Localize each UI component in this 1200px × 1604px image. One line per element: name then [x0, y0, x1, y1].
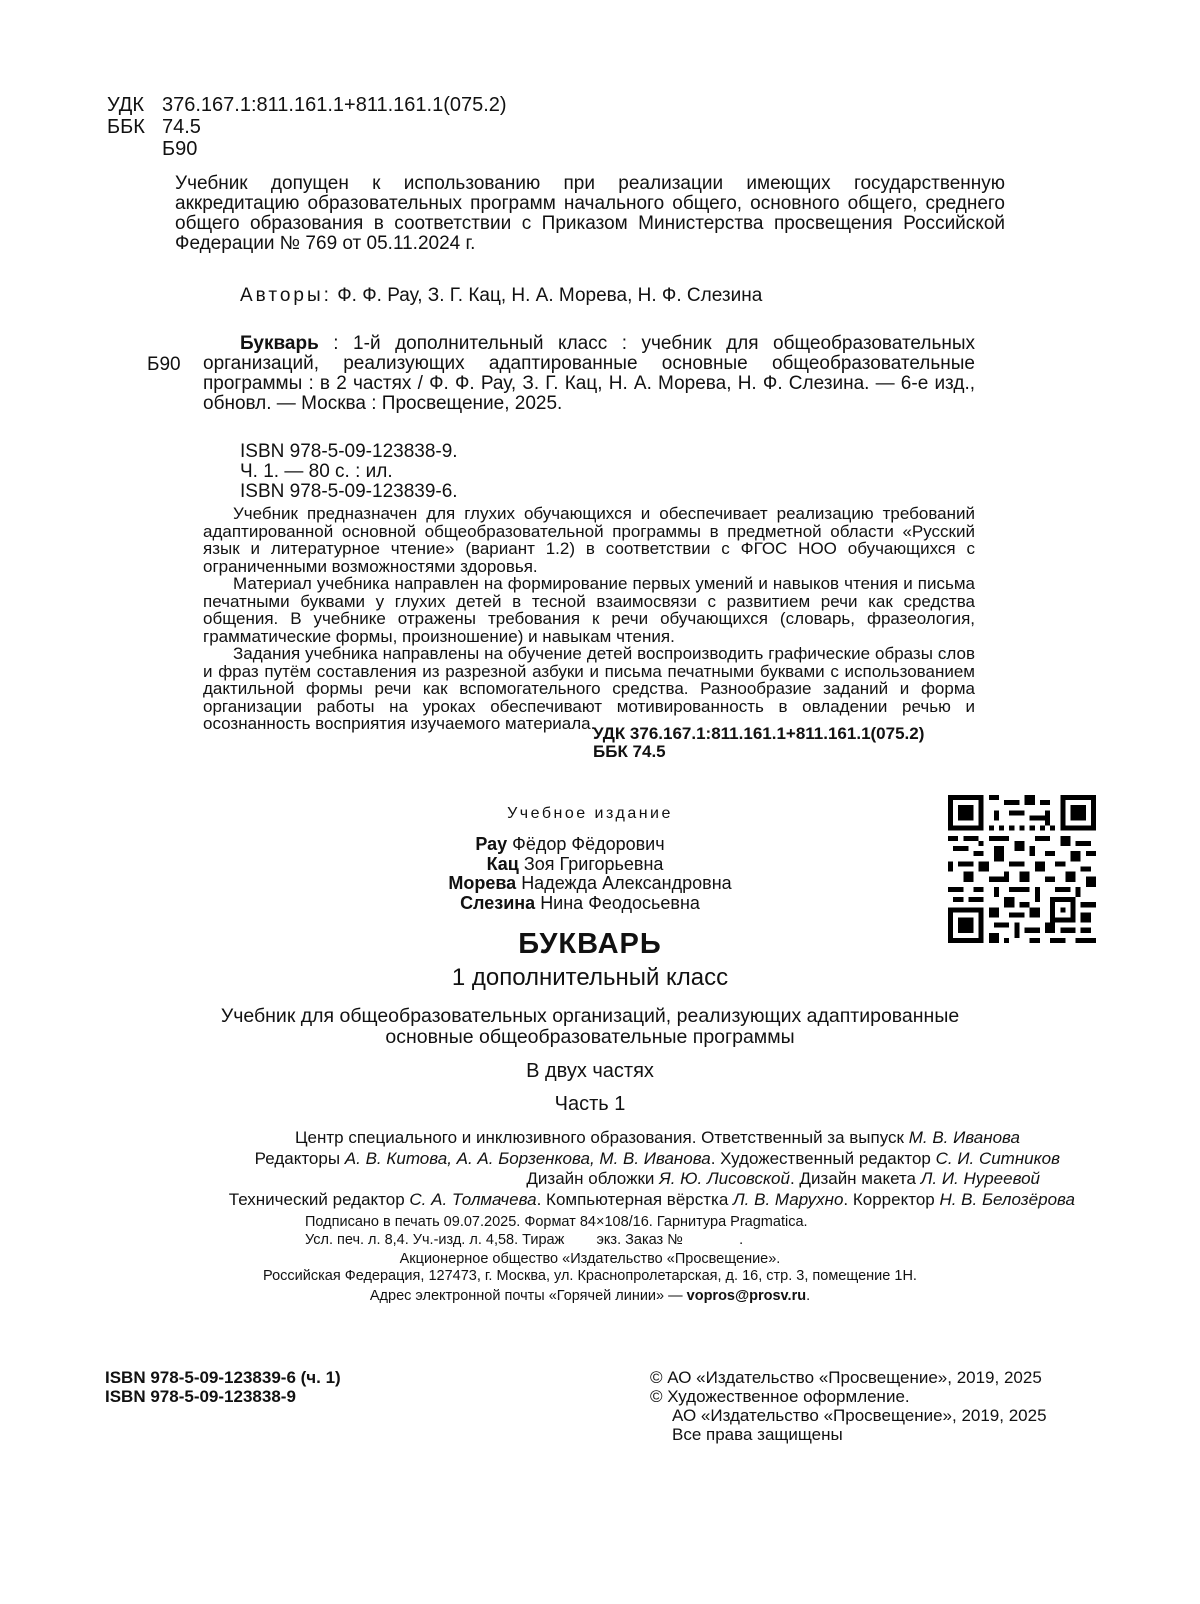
credits-line1: Центр специального и инклюзивного образования. Ответственный за выпуск М. В. Иванова: [294, 1128, 1020, 1147]
author-kac: Кац Зоя Григорьевна: [486, 853, 664, 874]
hotline-email: vopros@prosv.ru: [686, 1288, 807, 1304]
catalog-isbn-part: ISBN 978-5-09-123839-6.: [240, 481, 458, 502]
author-slezina: Слезина Нина Феодосьевна: [460, 892, 700, 913]
catalog-isbn-block: [240, 442, 458, 502]
footer-isbn: [105, 1368, 341, 1406]
book-parts: В двух частях: [526, 1060, 654, 1082]
credits-line3: Дизайн обложки Я. Ю. Лисовской. Дизайн макета Л. И. Нуреевой: [526, 1169, 1040, 1188]
annotation-bbk: ББК 74.5: [593, 741, 666, 761]
footer-isbn1: ISBN 978-5-09-123839-6 (ч. 1): [105, 1368, 341, 1387]
catalog-isbn-full: ISBN 978-5-09-123838-9.: [240, 441, 458, 462]
author-mark: Б90: [162, 138, 198, 160]
udk-header: [107, 94, 507, 160]
annotation-codes: [593, 725, 924, 760]
footer-copy3: АО «Издательство «Просвещение», 2019, 2025: [672, 1406, 1047, 1425]
annotation-p1: Учебник предназначен для глухих обучающихся и обеспечивает реализацию требований адаптированной основной общеобразовательной программы в предметной области «Русский язык и литературное чтение» (вариант 1.2) в соответствии с ФГОС НОО обучающихся с ограниченными возможностями здоровья.: [203, 504, 975, 576]
footer-copy2: © Художественное оформление.: [650, 1387, 910, 1406]
catalog-description: [203, 334, 975, 414]
annotation-p2: Материал учебника направлен на формирование первых умений и навыков чтения и письма печатными буквами у глухих детей в тесной взаимосвязи с развитием речи как средства общения. В учебнике отражены требования к речи обучающихся (словарь, фразеология, грамматические формы, произношение) и навыкам чтения.: [203, 574, 975, 646]
imprint-l1: Подписано в печать 09.07.2025. Формат 84×108/16. Гарнитура Pragmatica.: [305, 1214, 808, 1230]
edition-type: Учебное издание: [507, 805, 673, 822]
bbk-label: ББК: [107, 116, 145, 138]
book-description: [100, 1006, 1080, 1048]
credits-line4: Технический редактор С. А. Толмачева. Компьютерная вёрстка Л. В. Марухно. Корректор Н. В. Белозёрова: [228, 1189, 1075, 1209]
footer-copy4: Все права защищены: [672, 1425, 843, 1444]
bbk-value: 74.5: [162, 116, 201, 138]
annotation: [203, 505, 975, 733]
approval-text: Учебник допущен к использованию при реализации имеющих государственную аккредитацию образовательных программ начального общего, основного общего, среднего общего образования в соответствии с Приказом Министерства просвещения Российской Федерации № 769 от 05.11.2024 г.: [175, 173, 1005, 254]
catalog-title: Букварь: [240, 333, 319, 354]
book-description-line1: Учебник для общеобразовательных организаций, реализующих адаптированные: [220, 1005, 960, 1027]
book-part: Часть 1: [554, 1093, 626, 1115]
catalog-text: : 1-й дополнительный класс : учебник для общеобразовательных организаций, реализующих адаптированные основные общеобразовательные программы : в 2 частях / Ф. Ф. Рау, З. Г. Кац, Н. А. Морева, Н. Ф. Слезина. — 6-е изд., обновл. — Москва : Просвещение, 2025.: [203, 333, 975, 414]
author-moreva: Морева Надежда Александровна: [448, 873, 732, 893]
footer-copy1: © АО «Издательство «Просвещение», 2019, 2025: [650, 1368, 1042, 1387]
udk-value: 376.167.1:811.161.1+811.161.1(075.2): [162, 94, 507, 116]
udk-label: УДК: [107, 94, 145, 116]
catalog-mark: Б90: [147, 354, 181, 375]
annotation-udk: УДК 376.167.1:811.161.1+811.161.1(075.2): [593, 724, 925, 743]
authors-names: Ф. Ф. Рау, З. Г. Кац, Н. А. Морева, Н. Ф. Слезина: [337, 285, 763, 306]
authors-line: [240, 286, 762, 306]
imprint-l2: Усл. печ. л. 8,4. Уч.-изд. л. 4,58. Тираж экз. Заказ № .: [305, 1232, 744, 1248]
imprint-l3: Акционерное общество «Издательство «Просвещение».: [399, 1251, 781, 1267]
authors-label: Авторы:: [240, 285, 332, 306]
book-grade: 1 дополнительный класс: [451, 964, 729, 991]
book-title: БУКВАРЬ: [518, 928, 662, 960]
footer-copyright: [650, 1368, 1047, 1444]
edition-authors: [380, 835, 800, 913]
footer-isbn2: ISBN 978-5-09-123838-9: [105, 1387, 296, 1406]
imprint-l4: Российская Федерация, 127473, г. Москва, ул. Краснопролетарская, д. 16, стр. 3, помещение 1Н.: [263, 1268, 917, 1284]
qr-code-icon: [948, 795, 1096, 943]
annotation-p3: Задания учебника направлены на обучение детей воспроизводить графические образы слов и фраз путём составления из разрезной азбуки и письма печатными буквами с использованием дактильной формы речи как вспомогательного средства. Разнообразие заданий и форма организации работы на уроках обеспечивают мотивированность в овладении речью и осознанность восприятия изучаемого материала.: [203, 644, 975, 733]
imprint-l5: Адрес электронной почты «Горячей линии» — vopros@prosv.ru.: [369, 1288, 811, 1304]
book-description-line2: основные общеобразовательные программы: [385, 1026, 795, 1048]
credits-line2: Редакторы А. В. Китова, А. А. Борзенкова, М. В. Иванова. Художественный редактор С. И. Ситников: [254, 1148, 1060, 1168]
credits: [100, 1128, 1075, 1210]
author-rau: Рау Фёдор Фёдорович: [475, 834, 665, 854]
catalog-part-line: Ч. 1. — 80 с. : ил.: [240, 461, 393, 482]
